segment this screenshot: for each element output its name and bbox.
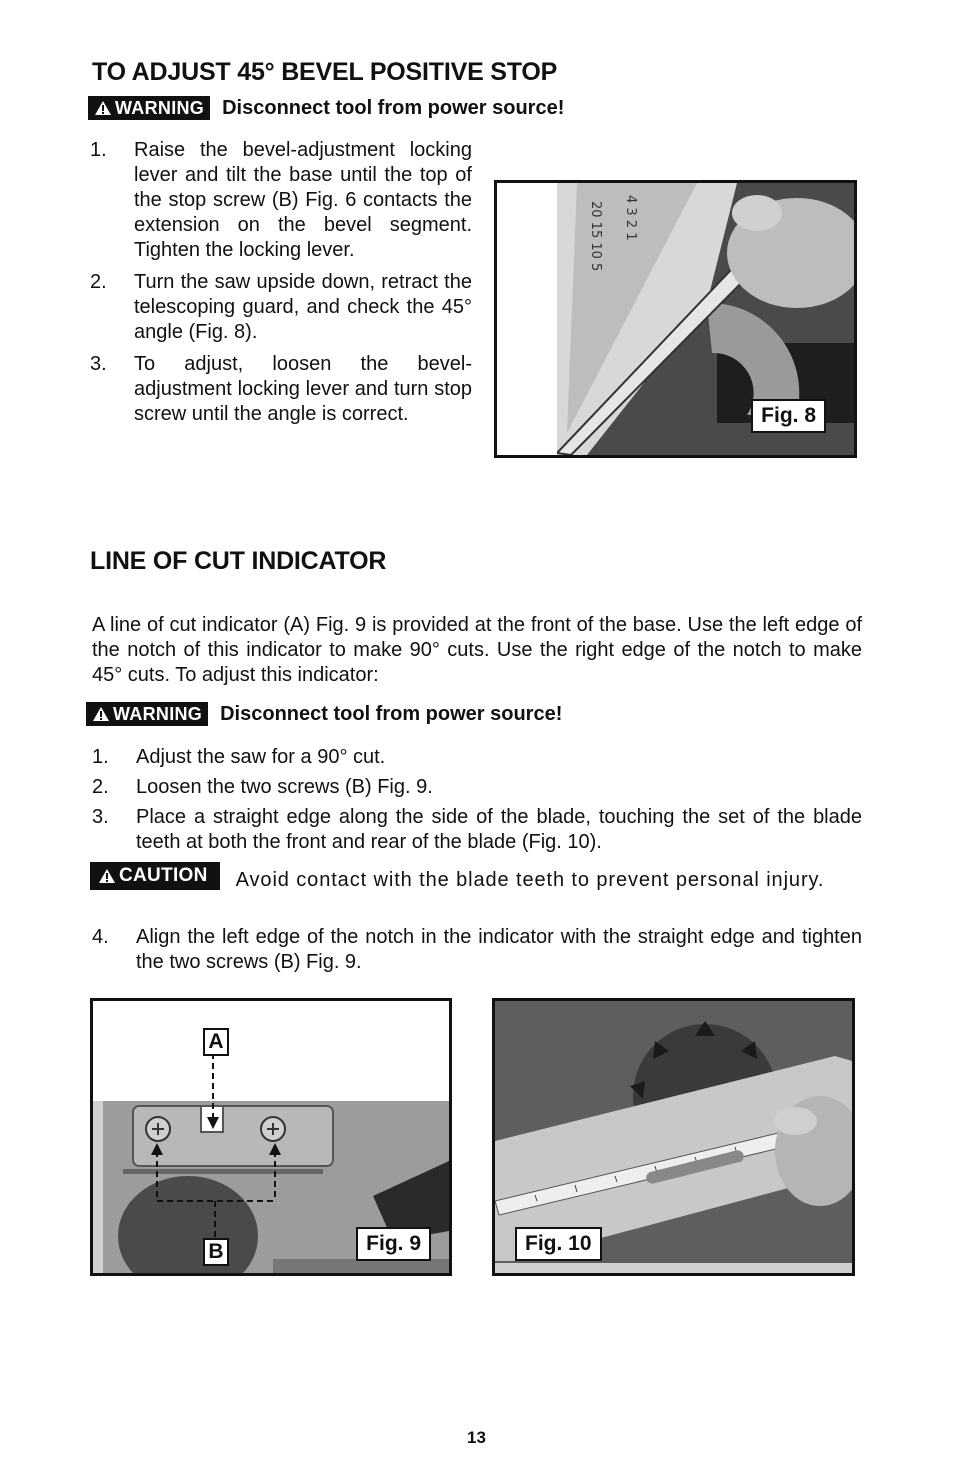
line-of-cut-steps-list: [92, 745, 862, 855]
callout-b: B: [203, 1238, 229, 1266]
warning-badge-label: WARNING: [115, 97, 205, 118]
warning-triangle-icon: [92, 706, 110, 722]
list-item: [92, 775, 862, 800]
list-item: [92, 925, 862, 975]
fig-10-label: Fig. 10: [515, 1227, 602, 1261]
step-text: Loosen the two screws (B) Fig. 9.: [136, 776, 433, 798]
warning-badge: [86, 702, 208, 726]
step-text: Adjust the saw for a 90° cut.: [136, 746, 386, 768]
step-number: 1.: [92, 746, 109, 768]
line-of-cut-intro: A line of cut indicator (A) Fig. 9 is provided at the front of the base. Use the left edge of the notch of this indicator to make 90° cuts. Use the right edge of the notch to make 45° cuts. To adjust this indicator:: [92, 614, 862, 686]
section-title-line-of-cut: LINE OF CUT INDICATOR: [90, 547, 387, 575]
list-item: [92, 745, 862, 770]
step-number: 3.: [90, 353, 107, 375]
step-number: 4.: [92, 926, 109, 948]
fig-8-label: Fig. 8: [751, 399, 826, 433]
figure-10-photo: [492, 998, 855, 1276]
callout-a: A: [203, 1028, 229, 1056]
warning-row-1: [88, 96, 564, 120]
bevel-steps-list: [90, 138, 472, 427]
caution-badge: [90, 862, 220, 890]
step-text: Align the left edge of the notch in the indicator with the straight edge and tighten the two screws (B) Fig. 9.: [136, 926, 862, 973]
svg-text:20 15 10 5: 20 15 10 5: [588, 201, 603, 272]
step-number: 3.: [92, 806, 109, 828]
step-number: 1.: [90, 139, 107, 161]
caution-badge-label: CAUTION: [119, 865, 208, 886]
svg-text:4 3 2 1: 4 3 2 1: [623, 195, 638, 241]
step-number: 2.: [90, 271, 107, 293]
fig-9-label: Fig. 9: [356, 1227, 431, 1261]
list-item: [92, 805, 862, 855]
warning-triangle-icon: [94, 100, 112, 116]
warning-text: Disconnect tool from power source!: [222, 96, 565, 119]
caution-triangle-icon: [98, 868, 116, 884]
caution-text: Avoid contact with the blade teeth to prevent personal injury.: [235, 869, 825, 891]
warning-row-2: [86, 702, 562, 726]
warning-text: Disconnect tool from power source!: [220, 702, 563, 725]
step-number: 2.: [92, 776, 109, 798]
step-text: Turn the saw upside down, retract the telescoping guard, and check the 45° angle (Fig. 8).: [134, 271, 472, 343]
figure-8-photo: [494, 180, 857, 458]
step-text: To adjust, loosen the bevel-adjustment locking lever and turn stop screw until the angle is correct.: [134, 353, 472, 425]
step-text: Place a straight edge along the side of the blade, touching the set of the blade teeth at both the front and rear of the blade (Fig. 10).: [136, 806, 862, 853]
section-title-bevel-stop: TO ADJUST 45° BEVEL POSITIVE STOP: [92, 58, 558, 86]
list-item: [90, 270, 472, 345]
line-of-cut-step-4: [92, 925, 862, 975]
list-item: [90, 352, 472, 427]
caution-block: [90, 860, 862, 893]
figure-9-photo: [90, 998, 452, 1276]
page-number: 13: [467, 1428, 486, 1447]
step-text: Raise the bevel-adjustment locking lever and tilt the base until the top of the stop screw (B) Fig. 6 contacts the extension on the bevel segment. Tighten the locking lever.: [134, 139, 472, 261]
warning-badge: [88, 96, 210, 120]
warning-badge-label: WARNING: [113, 703, 203, 724]
list-item: [90, 138, 472, 263]
